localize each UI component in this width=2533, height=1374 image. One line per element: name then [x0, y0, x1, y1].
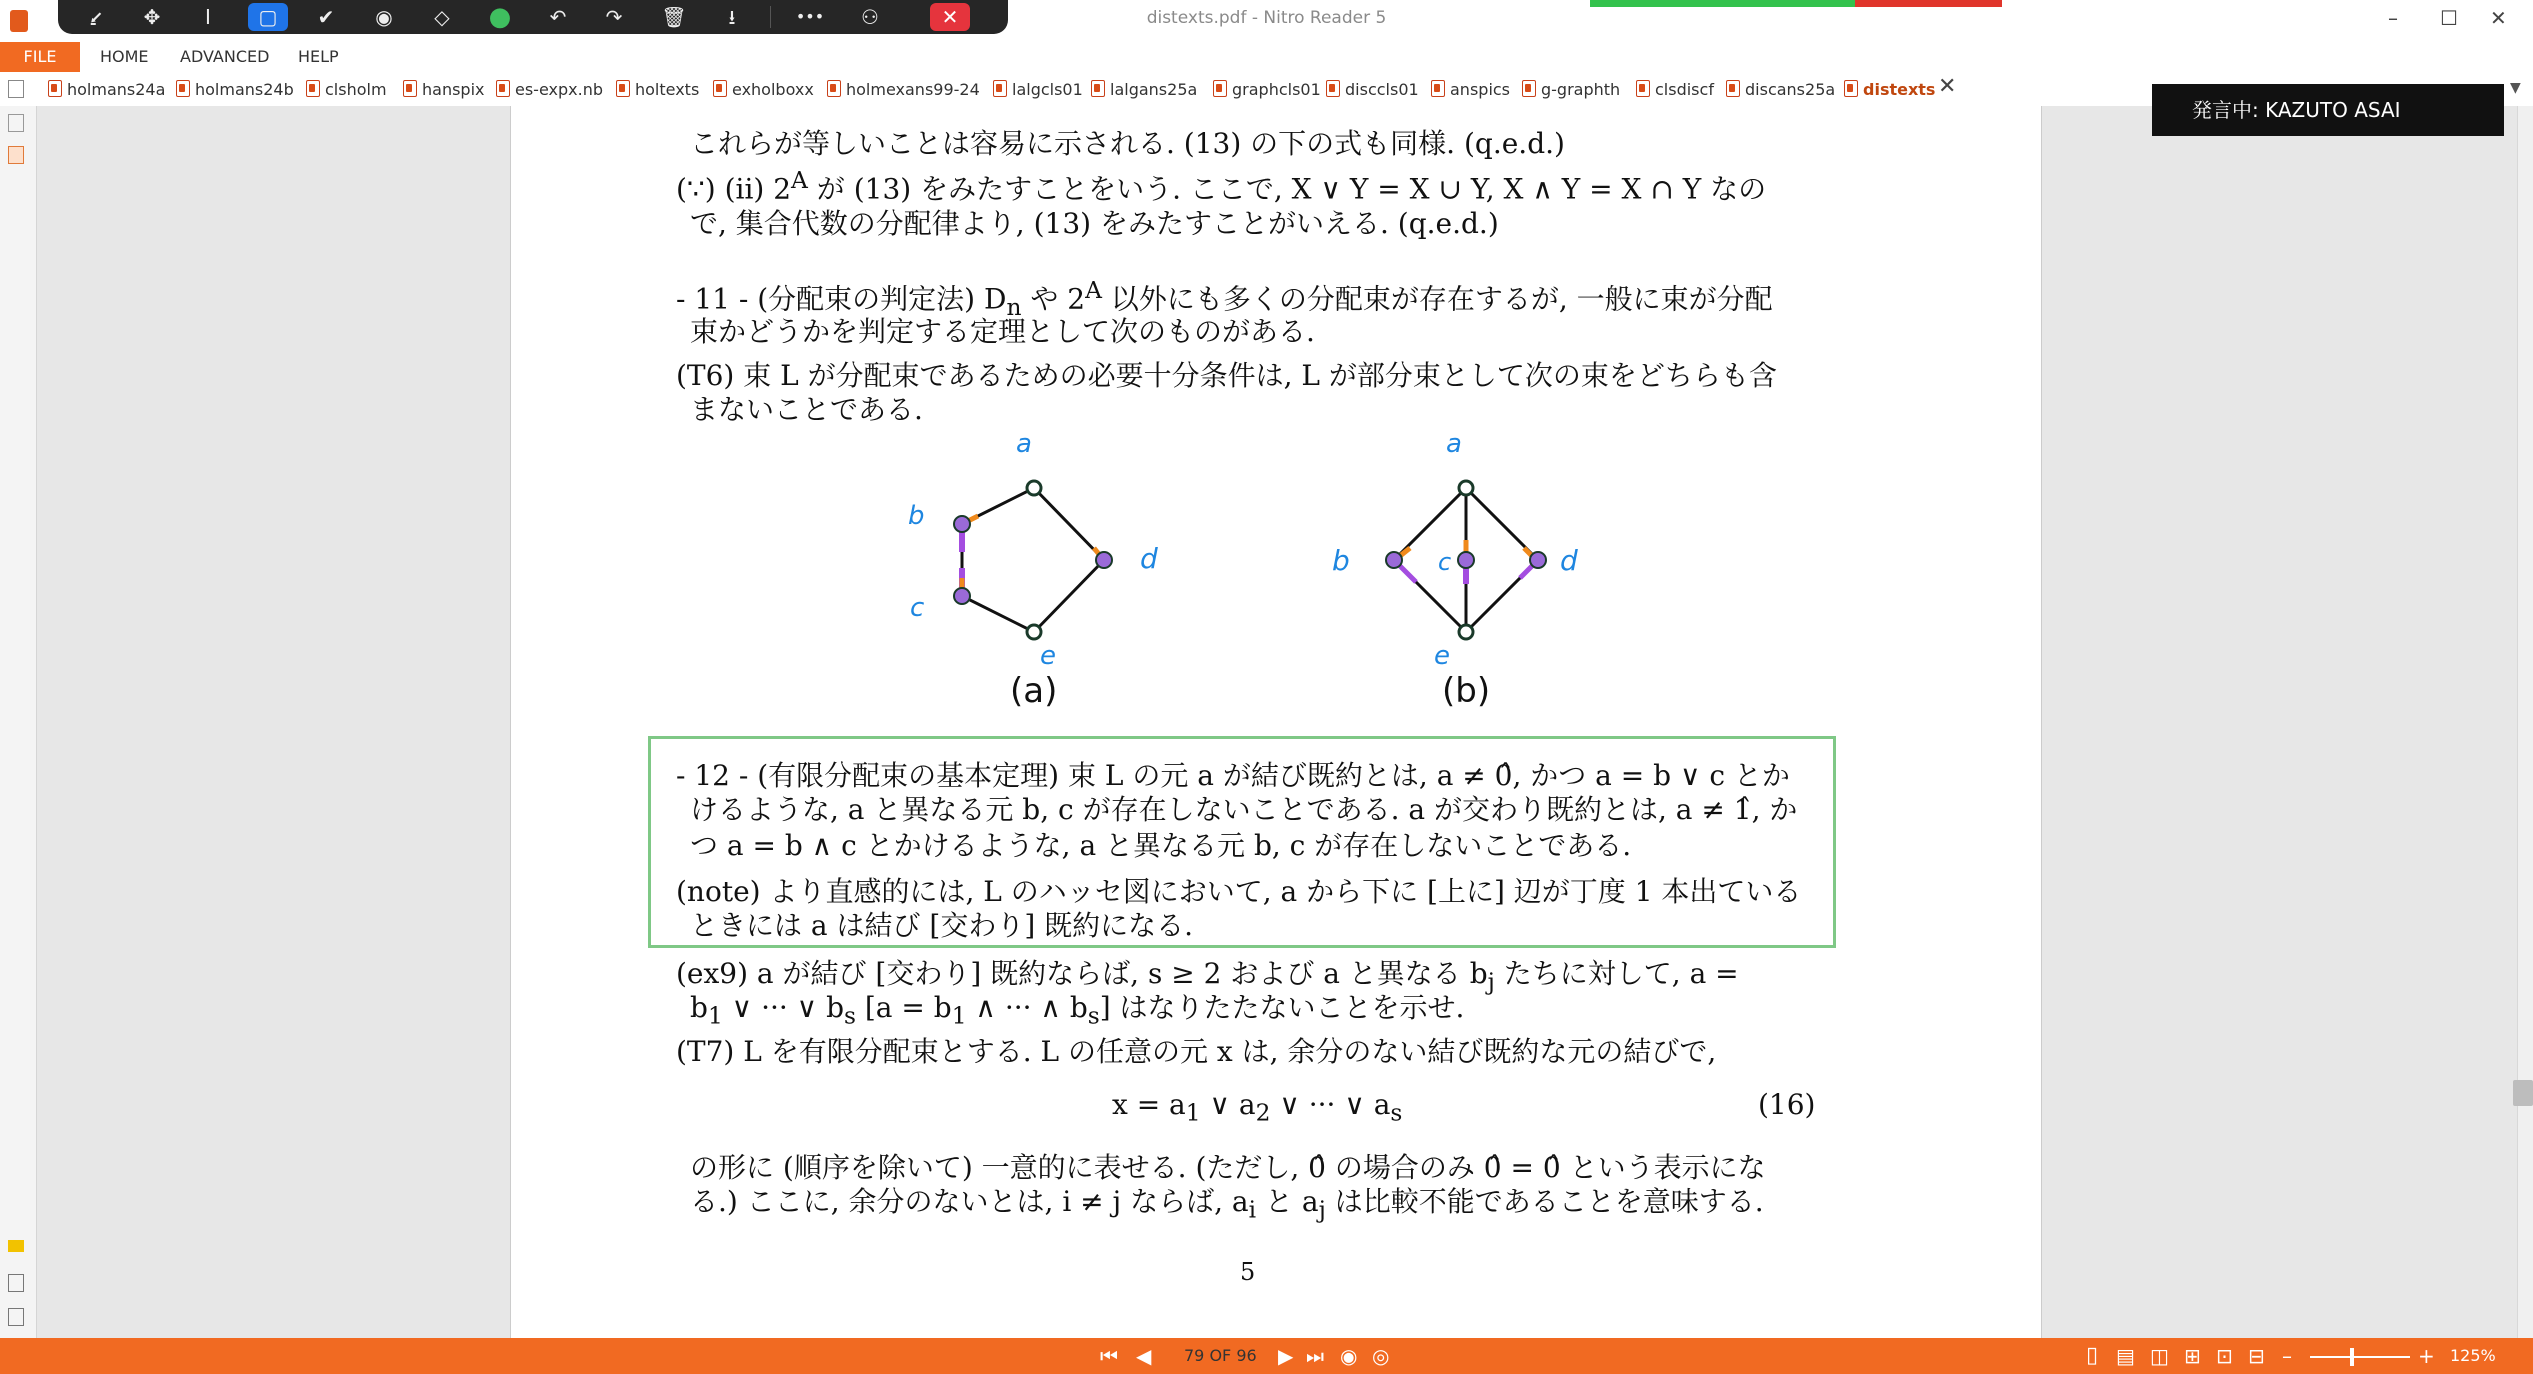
tab-label: disccls01 [1345, 80, 1419, 99]
tab-holmexans99-24[interactable] [827, 78, 980, 102]
status-bar [0, 1338, 2533, 1374]
page-number: 5 [1240, 1258, 1256, 1286]
select-tool-icon[interactable]: ⭹ [89, 5, 103, 29]
tab-discans25a[interactable] [1726, 78, 1835, 102]
doc-line-17: る.) ここに, 余分のないとは, i ≠ j ならば, $a_i$ と $a_j$ は比較不能であることを意味する. [690, 1185, 1764, 1224]
tab-label: distexts [1863, 80, 1936, 99]
label-b: b [1332, 544, 1350, 577]
highlight-stroke [1520, 566, 1532, 578]
previous-page-icon[interactable]: ◀ [1136, 1344, 1152, 1368]
tab-label: holmexans99-24 [846, 80, 980, 99]
menu-file[interactable]: FILE [0, 42, 80, 72]
tab-clsdiscf[interactable] [1636, 78, 1714, 102]
speaking-toast: 発言中: KAZUTO ASAI [2152, 84, 2504, 136]
text-tool-icon[interactable]: I [205, 5, 211, 29]
pdf-file-icon [1326, 80, 1340, 97]
node-d [1096, 552, 1112, 568]
tab-disccls01[interactable] [1326, 78, 1419, 102]
doc-line-5: 束かどうかを判定する定理として次のものがある. [690, 315, 1315, 348]
eraser-tool-icon[interactable]: ◇ [434, 5, 450, 29]
node-d [1530, 552, 1546, 568]
doc-line-14: $b_1$ ∨ ··· ∨ $b_s$ [$a = b_1$ ∧ ··· ∧ $b_s$] はなりたたないことを示せ. [690, 991, 1465, 1030]
redo-icon[interactable]: ↷ [605, 5, 623, 29]
menu-home[interactable]: HOME [100, 47, 149, 66]
pdf-file-icon [827, 80, 841, 97]
doc-line-9: けるような, a と異なる元 b, c が存在しないことである. a が交わり既約とは, a ≠ 1̂, か [690, 793, 1798, 826]
bookmarks-panel-icon[interactable] [8, 146, 24, 164]
doc-line-15: (T7) L を有限分配束とする. L の任意の元 x は, 余分のない結び既約な元の結びで, [676, 1035, 1717, 1068]
tab-label: es-expx.nb [515, 80, 603, 99]
close-toolbar-icon[interactable]: ✕ [930, 3, 970, 31]
tab-holtexts[interactable] [616, 78, 699, 102]
color-tool-icon[interactable]: ● [488, 2, 512, 32]
label-a: a [1016, 429, 1032, 459]
tab-label: lalgans25a [1110, 80, 1198, 99]
tab-label: holmans24a [67, 80, 166, 99]
doc-line-6: (T6) 束 L が分配束であるための必要十分条件は, L が部分束として次の束をどちらも含 [676, 359, 1777, 392]
zoom-level[interactable]: 125% [2450, 1346, 2496, 1365]
pdf-file-icon [48, 80, 62, 97]
pages-panel-icon[interactable] [8, 114, 24, 132]
back-view-icon[interactable]: ◉ [1340, 1344, 1358, 1368]
page-indicator[interactable]: 79 OF 96 [1184, 1346, 1257, 1365]
tab-distexts[interactable] [1844, 78, 1935, 102]
zoom-slider-thumb[interactable] [2350, 1348, 2354, 1366]
equation-16: $x = a_1$ ∨ $a_2$ ∨ ··· ∨ $a_s$ [1112, 1088, 1403, 1127]
node-c [1458, 552, 1474, 568]
sync-progress-green [1590, 0, 1855, 7]
label-c: c [1438, 548, 1452, 576]
tab-label: hanspix [422, 80, 485, 99]
pdf-file-icon [403, 80, 417, 97]
node-e [1027, 625, 1041, 639]
edge-d-e [1034, 560, 1104, 632]
doc-line-8: - 12 - (有限分配束の基本定理) 束 L の元 a が結び既約とは, a ≠ 0̂, かつ a = b ∨ c とか [676, 759, 1790, 792]
single-page-view-icon[interactable]: ▯ [2086, 1343, 2099, 1368]
tab-clsholm[interactable] [306, 78, 387, 102]
node-c [954, 588, 970, 604]
equation-number: (16) [1758, 1088, 1816, 1121]
tab-label: clsdiscf [1655, 80, 1714, 99]
pdf-file-icon [1213, 80, 1227, 97]
tab-label: graphcls01 [1232, 80, 1321, 99]
last-page-icon[interactable]: ⏭ [1306, 1344, 1324, 1368]
hasse-diagrams [880, 420, 1640, 710]
caption-b: (b) [1442, 671, 1491, 710]
tab-label: holtexts [635, 80, 700, 99]
stamp-tool-icon[interactable]: ◉ [375, 5, 393, 29]
tab-scroll-down-icon[interactable]: ▼ [2510, 80, 2521, 96]
label-c: c [910, 593, 925, 623]
pdf-file-icon [713, 80, 727, 97]
annotation-toolbar [58, 0, 1008, 34]
tab-label: discans25a [1745, 80, 1836, 99]
tab-graphcls01[interactable] [1213, 78, 1321, 102]
doc-line-13: (ex9) a が結び [交わり] 既約ならば, s ≥ 2 および a と異なる $b_j$ たちに対して, a = [676, 957, 1739, 996]
node-a [1459, 481, 1473, 495]
edge-c-e [962, 596, 1034, 632]
pdf-file-icon [1636, 80, 1650, 97]
attachments-panel-icon[interactable] [8, 1274, 24, 1292]
facing-view-icon[interactable]: ◫ [2150, 1344, 2169, 1368]
continuous-view-icon[interactable]: ▤ [2116, 1344, 2135, 1368]
node-b [954, 516, 970, 532]
tab-label: lalgcls01 [1012, 80, 1083, 99]
toolbar-divider [770, 6, 771, 28]
zoom-out-icon[interactable]: – [2282, 1344, 2292, 1368]
doc-line-11: (note) より直感的には, L のハッセ図において, a から下に [上に] 辺が丁度 1 本出ている [676, 875, 1802, 908]
doc-line-12: ときには a は結び [交わり] 既約になる. [690, 909, 1194, 942]
more-icon[interactable]: ••• [795, 7, 825, 26]
highlight-stroke [1400, 566, 1416, 582]
vertical-scrollbar[interactable] [2517, 106, 2533, 1338]
pdf-file-icon [1844, 80, 1858, 97]
doc-line-4: - 11 - (分配束の判定法) $D_n$ や $2^A$ 以外にも多くの分配束が存在するが, 一般に束が分配 [676, 276, 1773, 321]
tab-hanspix[interactable] [403, 78, 485, 102]
trash-icon[interactable]: 🗑 [661, 5, 687, 29]
pdf-file-icon [176, 80, 190, 97]
highlight-stroke [1400, 548, 1410, 556]
left-rail [0, 106, 37, 1338]
label-d: d [1560, 544, 1578, 577]
doc-line-1: これらが等しいことは容易に示される. (13) の下の式も同様. (q.e.d.) [690, 127, 1565, 160]
doc-line-7: まないことである. [690, 393, 923, 426]
pdf-file-icon [306, 80, 320, 97]
facing-continuous-view-icon[interactable]: ⊞ [2184, 1344, 2201, 1368]
tab-label: exholboxx [732, 80, 814, 99]
tab-lalgcls01[interactable] [993, 78, 1083, 102]
node-e [1459, 625, 1473, 639]
share-icon[interactable]: ⚇ [861, 5, 879, 29]
menu-bar [0, 42, 2533, 72]
tab-lalgans25a[interactable] [1091, 78, 1197, 102]
pdf-file-icon [616, 80, 630, 97]
label-a: a [1446, 429, 1462, 459]
tab-list-icon[interactable] [8, 80, 24, 98]
doc-line-2: (∵) (ii) $2^A$ が (13) をみたすことをいう. ここで, X ∨ Y = X ∪ Y, X ∧ Y = X ∩ Y なの [676, 166, 1767, 206]
node-a [1027, 481, 1041, 495]
next-page-icon[interactable]: ▶ [1278, 1344, 1294, 1368]
label-b: b [908, 501, 925, 531]
zoom-in-icon[interactable]: + [2418, 1344, 2435, 1368]
fit-width-icon[interactable]: ⊡ [2216, 1344, 2233, 1368]
pdf-file-icon [496, 80, 510, 97]
tab-exholboxx[interactable] [713, 78, 814, 102]
caption-a: (a) [1010, 671, 1058, 710]
maximize-button[interactable]: ☐ [2440, 6, 2458, 30]
tab-label: clsholm [325, 80, 387, 99]
rectangle-tool-icon[interactable]: ▢ [248, 3, 288, 31]
layers-panel-icon[interactable] [8, 1308, 24, 1326]
download-icon[interactable]: ⭳ [728, 5, 736, 29]
zoom-slider[interactable] [2310, 1356, 2410, 1358]
pdf-file-icon [1431, 80, 1445, 97]
pdf-file-icon [993, 80, 1007, 97]
pdf-file-icon [1091, 80, 1105, 97]
doc-line-16: の形に (順序を除いて) 一意的に表せる. (ただし, 0̂ の場合のみ 0̂ = 0̂ という表示にな [690, 1151, 1766, 1184]
window-title: distexts.pdf - Nitro Reader 5 [1146, 8, 1387, 28]
tab-label: g-graphth [1541, 80, 1621, 99]
comments-panel-icon[interactable] [8, 1240, 24, 1252]
menu-advanced[interactable]: ADVANCED [180, 47, 270, 66]
check-tool-icon[interactable]: ✔ [317, 5, 335, 29]
sync-progress-red [1855, 0, 2002, 7]
label-e: e [1434, 641, 1450, 671]
pdf-file-icon [1726, 80, 1740, 97]
figure-a [908, 429, 1158, 710]
forward-view-icon[interactable]: ◎ [1372, 1344, 1390, 1368]
fit-page-icon[interactable]: ⊟ [2248, 1344, 2265, 1368]
menu-help[interactable]: HELP [298, 47, 339, 66]
pdf-file-icon [1522, 80, 1536, 97]
undo-icon[interactable]: ↶ [549, 5, 567, 29]
tab-holmans24a[interactable] [48, 78, 165, 102]
figure-b [1332, 429, 1578, 710]
tab-holmans24b[interactable] [176, 78, 294, 102]
tab-label: anspics [1450, 80, 1511, 99]
label-d: d [1140, 542, 1158, 575]
doc-line-10: つ a = b ∧ c とかけるような, a と異なる元 b, c が存在しないことである. [690, 829, 1632, 862]
scrollbar-thumb[interactable] [2513, 1080, 2533, 1106]
first-page-icon[interactable]: ⏮ [1100, 1344, 1118, 1368]
doc-line-3: で, 集合代数の分配律より, (13) をみたすことがいえる. (q.e.d.) [690, 207, 1499, 240]
tab-anspics[interactable] [1431, 78, 1510, 102]
node-b [1386, 552, 1402, 568]
tab-close-icon[interactable]: ✕ [1938, 74, 1957, 99]
tab-es-expx[interactable] [496, 78, 603, 102]
minimize-button[interactable]: – [2388, 6, 2398, 30]
tab-label: holmans24b [195, 80, 294, 99]
label-e: e [1040, 641, 1056, 671]
tab-g-graphth[interactable] [1522, 78, 1620, 102]
close-button[interactable]: ✕ [2490, 6, 2507, 30]
pan-tool-icon[interactable]: ✥ [143, 5, 161, 29]
